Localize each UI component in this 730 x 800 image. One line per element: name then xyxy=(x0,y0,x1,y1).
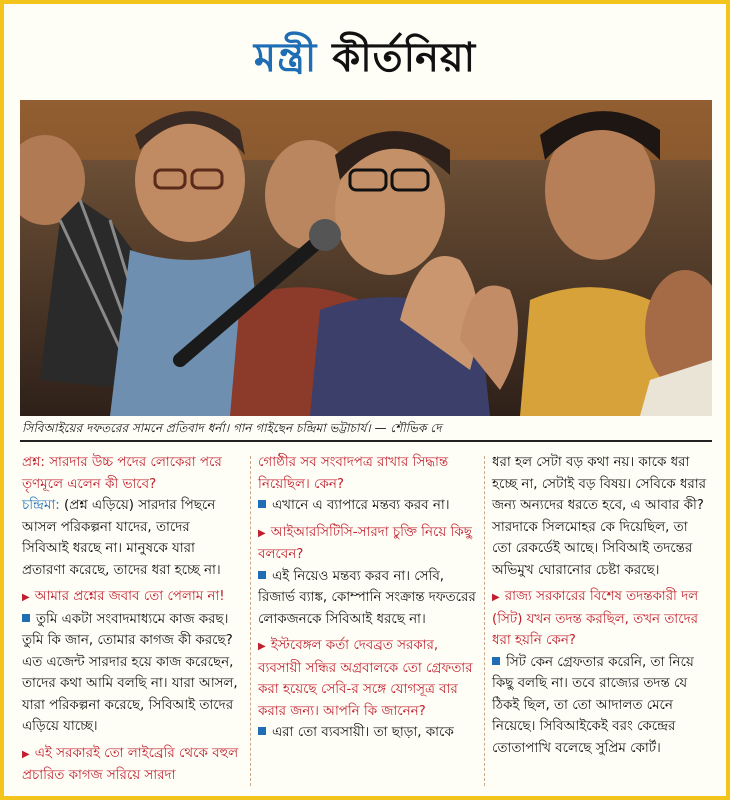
photo-caption: সিবিআইয়ের দফতরের সামনে প্রতিবাদ ধর্না। গান গাইছেন চন্দ্রিমা ভট্টাচার্য। — শৌভিক দে xyxy=(22,421,442,435)
question-text: সারদার উচ্চ পদের লোকেরা পরে তৃণমূলে এলেন কী ভাবে? xyxy=(22,455,222,492)
question-text: এই সরকারই তো লাইব্রেরি থেকে বহুল প্রচারিত কাগজ সরিয়ে সারদা xyxy=(22,745,239,783)
answer-label: চন্দ্রিমা: xyxy=(22,498,60,513)
caption-divider xyxy=(20,440,712,442)
triangle-bullet-icon: ▶ xyxy=(22,592,30,603)
question-6 xyxy=(492,586,710,652)
headline-word-2: কীর্তনিয়া xyxy=(332,35,477,81)
triangle-bullet-icon: ▶ xyxy=(258,527,266,539)
triangle-bullet-icon: ▶ xyxy=(492,592,500,603)
question-text: রাজ্য সরকারের বিশেষ তদন্তকারী দল (সিট) যখন তদন্ত করছিল, তখন তাদের ধরা হয়নি কেন? xyxy=(492,589,699,648)
question-1 xyxy=(22,452,240,495)
square-bullet-icon xyxy=(258,500,266,508)
answer-4 xyxy=(258,566,476,631)
protest-photo xyxy=(20,100,712,416)
article-column-3 xyxy=(492,452,710,759)
newspaper-page xyxy=(4,4,726,796)
answer-6 xyxy=(492,652,710,760)
answer-5-continued: ধরা হল সেটা বড় কথা নয়। কাকে ধরা হচ্ছে না, সেটাই বড় বিষয়। সেবিকে ধরার জন্য অন্যদের ধরতে হবে, এ আবার কী? সারদাকে সিলমোহর কে দিয়েছিল, তা তো রেকর্ডেই আছে। সিবিআই তদন্তের অভিমুখ ঘোরানোর চেষ্টা করছে। xyxy=(492,455,706,578)
answer-3 xyxy=(258,495,476,517)
triangle-bullet-icon: ▶ xyxy=(22,748,30,760)
article-column-2 xyxy=(258,452,476,744)
answer-2 xyxy=(22,609,240,738)
question-5 xyxy=(258,635,476,722)
answer-5 xyxy=(258,722,476,744)
question-text: আইআরসিটিসি-সারদা চুক্তি নিয়ে কিছু বলবেন? xyxy=(258,524,472,562)
question-3 xyxy=(22,743,240,787)
answer-1 xyxy=(22,495,240,581)
answer-text: এই নিয়েও মন্তব্য করব না। সেবি, রিজার্ভ ব্যাঙ্ক, কোম্পানি সংক্রান্ত দফতরের লোকজনকে সিবিআই ধরছে না। xyxy=(258,568,476,627)
triangle-bullet-icon: ▶ xyxy=(258,641,266,652)
answer-text: এখানে এ ব্যাপারে মন্তব্য করব না। xyxy=(272,498,450,513)
question-2 xyxy=(22,586,240,609)
question-text: আমার প্রশ্নের জবাব তো পেলাম না! xyxy=(34,589,225,604)
square-bullet-icon xyxy=(22,614,30,622)
article-column-1 xyxy=(22,452,240,787)
question-3-continued: গোষ্ঠীর সব সংবাদপত্র রাখার সিদ্ধান্ত নিয়েছিল। কেন? xyxy=(258,455,449,492)
answer-text: এরা তো ব্যবসায়ী। তা ছাড়া, কাকে xyxy=(272,725,454,740)
column-divider xyxy=(250,456,251,786)
headline xyxy=(4,26,726,93)
answer-text: তুমি একটা সংবাদমাধ্যমে কাজ করছ। তুমি কি জান, তোমার কাগজ কী করছে? এত এজেন্ট সারদার হয়ে কাজ করেছেন, তাদের কথা আমি বলছি না। যারা আসল, যারা পরিকল্পনা করেছে, সিবিআই তাদের এড়িয়ে যাচ্ছে। xyxy=(22,611,238,734)
question-label: প্রশ্ন: xyxy=(22,455,45,470)
question-4 xyxy=(258,522,476,566)
square-bullet-icon xyxy=(492,657,500,665)
square-bullet-icon xyxy=(258,571,266,579)
question-text: ইস্টবেঙ্গল কর্তা দেবব্রত সরকার, ব্যবসায়ী সন্ধির অগ্রবালকে তো গ্রেফতার করা হয়েছে সেবি-র সঙ্গে যোগসূত্র বার করার জন্য। আপনি কি জানেন? xyxy=(258,638,473,719)
headline-word-1: মন্ত্রী xyxy=(253,35,318,81)
square-bullet-icon xyxy=(258,727,266,735)
answer-text: (প্রশ্ন এড়িয়ে) সারদার পিছনে আসল পরিকল্পনা যাদের, তাদের সিবিআই ধরছে না। মানুষকে যারা প্রতারণা করেছে, তাদের ধরা হচ্ছে না। xyxy=(22,498,221,578)
column-divider xyxy=(484,456,485,786)
answer-text: সিট কেন গ্রেফতার করেনি, তা নিয়ে কিছু বলছি না। তবে রাজ্যের তদন্ত যে ঠিকই ছিল, তা তো আদালত মেনে নিয়েছে। সিবিআইকেই বরং কেন্দ্রের তোতাপাখি বলেছে সুপ্রিম কোর্ট। xyxy=(492,654,694,756)
protest-photo-illustration xyxy=(20,100,712,416)
